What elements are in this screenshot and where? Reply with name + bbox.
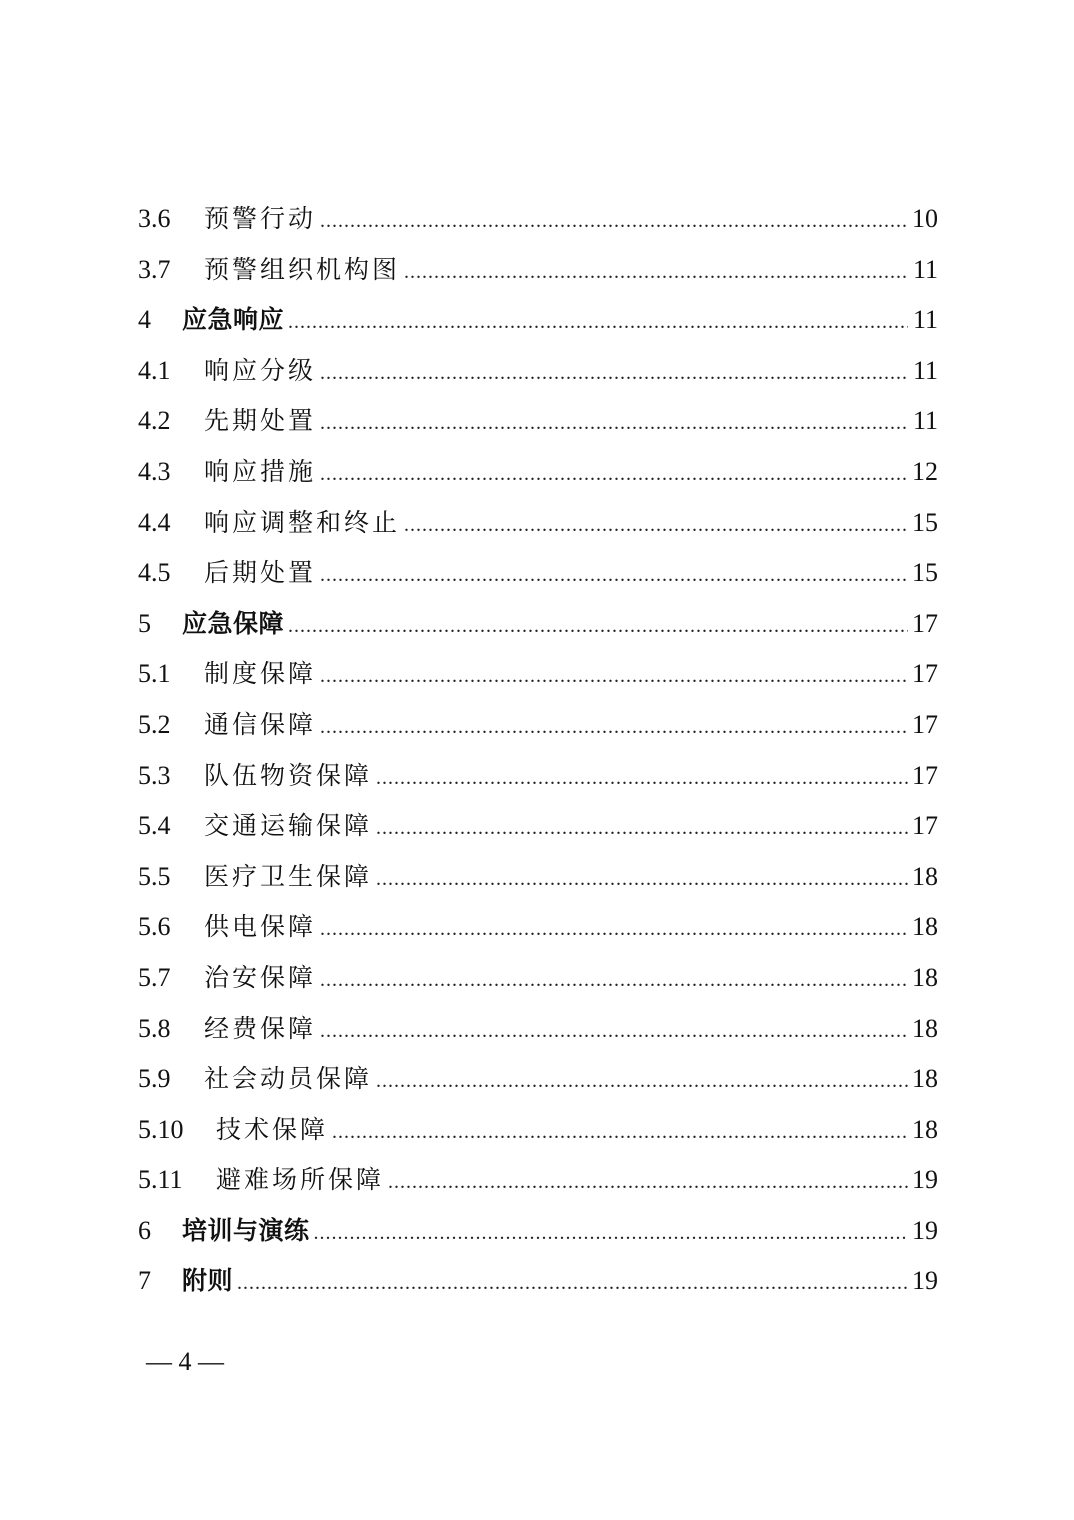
dot-leader bbox=[320, 1006, 908, 1057]
toc-page-number: 11 bbox=[912, 406, 938, 436]
toc-page-number: 17 bbox=[912, 709, 938, 739]
toc-title: 医疗卫生保障 bbox=[204, 861, 373, 891]
dot-leader bbox=[320, 955, 908, 1006]
toc-title: 先期处置 bbox=[204, 406, 317, 436]
toc-title: 队伍物资保障 bbox=[204, 760, 373, 790]
toc-row[interactable] bbox=[138, 396, 938, 447]
toc-title: 培训与演练 bbox=[182, 1215, 310, 1245]
toc-title: 治安保障 bbox=[204, 962, 317, 992]
toc-number: 5.7 bbox=[138, 962, 171, 992]
dot-leader bbox=[404, 247, 908, 298]
toc-row[interactable] bbox=[138, 1054, 938, 1105]
toc-page-number: 18 bbox=[912, 861, 938, 891]
toc-row[interactable] bbox=[138, 1155, 938, 1206]
toc-number: 5.5 bbox=[138, 861, 171, 891]
toc-row[interactable] bbox=[138, 902, 938, 953]
toc-number: 4.4 bbox=[138, 507, 171, 537]
toc-number: 5.2 bbox=[138, 709, 171, 739]
toc-title: 交通运输保障 bbox=[204, 811, 373, 841]
toc-page-number: 18 bbox=[912, 912, 938, 942]
toc-page-number: 19 bbox=[912, 1266, 938, 1296]
dot-leader bbox=[288, 601, 908, 652]
toc-row[interactable] bbox=[138, 1256, 938, 1307]
dot-leader bbox=[332, 1107, 908, 1158]
toc-number: 4.3 bbox=[138, 456, 171, 486]
toc-title: 响应调整和终止 bbox=[204, 507, 401, 537]
toc-number: 4.1 bbox=[138, 355, 171, 385]
dot-leader bbox=[320, 651, 908, 702]
toc-page-number: 19 bbox=[912, 1215, 938, 1245]
dot-leader bbox=[288, 297, 908, 348]
toc-title: 响应措施 bbox=[204, 456, 317, 486]
toc-title: 制度保障 bbox=[204, 659, 317, 689]
toc-page-number: 10 bbox=[912, 204, 938, 233]
dot-leader bbox=[388, 1157, 908, 1208]
toc-number: 4.5 bbox=[138, 558, 171, 588]
toc-row[interactable] bbox=[138, 498, 938, 549]
toc-title: 经费保障 bbox=[204, 1013, 317, 1043]
toc-title: 应急响应 bbox=[182, 305, 285, 335]
toc-number: 7 bbox=[138, 1266, 151, 1296]
toc-number: 6 bbox=[138, 1215, 151, 1245]
toc-row[interactable] bbox=[138, 953, 938, 1004]
toc-page-number: 18 bbox=[912, 962, 938, 992]
toc-number: 5.10 bbox=[138, 1114, 184, 1144]
toc-title: 附则 bbox=[182, 1266, 234, 1296]
toc-title: 技术保障 bbox=[216, 1114, 329, 1144]
toc-page-number: 15 bbox=[912, 558, 938, 588]
dot-leader bbox=[376, 1056, 908, 1107]
toc-title: 供电保障 bbox=[204, 912, 317, 942]
table-of-contents bbox=[138, 194, 938, 1307]
toc-row[interactable] bbox=[138, 751, 938, 802]
toc-number: 4 bbox=[138, 305, 151, 335]
toc-row[interactable] bbox=[138, 194, 938, 245]
toc-number: 5.8 bbox=[138, 1013, 171, 1043]
dot-leader bbox=[320, 904, 908, 955]
toc-title: 通信保障 bbox=[204, 709, 317, 739]
dot-leader bbox=[404, 500, 908, 551]
dot-leader bbox=[320, 398, 908, 449]
toc-row[interactable] bbox=[138, 245, 938, 296]
dot-leader bbox=[320, 348, 908, 399]
toc-number: 5.4 bbox=[138, 811, 171, 841]
toc-page-number: 18 bbox=[912, 1114, 938, 1144]
dot-leader bbox=[320, 196, 908, 247]
toc-number: 5 bbox=[138, 608, 151, 638]
toc-number: 5.9 bbox=[138, 1064, 171, 1094]
dot-leader bbox=[320, 550, 908, 601]
toc-row[interactable] bbox=[138, 1105, 938, 1156]
toc-row[interactable] bbox=[138, 346, 938, 397]
toc-row[interactable] bbox=[138, 700, 938, 751]
toc-page-number: 17 bbox=[912, 608, 938, 638]
toc-number: 5.6 bbox=[138, 912, 171, 942]
toc-number: 5.3 bbox=[138, 760, 171, 790]
toc-title: 社会动员保障 bbox=[204, 1064, 373, 1094]
toc-page-number: 11 bbox=[912, 254, 938, 284]
toc-row[interactable] bbox=[138, 649, 938, 700]
toc-title: 响应分级 bbox=[204, 355, 317, 385]
page-number-footer: — 4 — bbox=[146, 1347, 224, 1376]
toc-row[interactable] bbox=[138, 599, 938, 650]
toc-row[interactable] bbox=[138, 1206, 938, 1257]
toc-page-number: 19 bbox=[912, 1165, 938, 1195]
toc-row[interactable] bbox=[138, 801, 938, 852]
toc-title: 避难场所保障 bbox=[216, 1165, 385, 1195]
toc-page-number: 17 bbox=[912, 811, 938, 841]
toc-page-number: 12 bbox=[912, 456, 938, 486]
dot-leader bbox=[376, 803, 908, 854]
toc-page-number: 18 bbox=[912, 1064, 938, 1094]
toc-row[interactable] bbox=[138, 447, 938, 498]
toc-title: 预警组织机构图 bbox=[204, 254, 401, 284]
dot-leader bbox=[314, 1208, 908, 1259]
toc-page-number: 11 bbox=[912, 305, 938, 335]
dot-leader bbox=[320, 702, 908, 753]
toc-page-number: 17 bbox=[912, 760, 938, 790]
toc-number: 3.7 bbox=[138, 254, 171, 284]
dot-leader bbox=[237, 1258, 908, 1309]
toc-title: 预警行动 bbox=[204, 204, 317, 233]
toc-number: 3.6 bbox=[138, 204, 171, 233]
toc-row[interactable] bbox=[138, 852, 938, 903]
toc-page-number: 15 bbox=[912, 507, 938, 537]
toc-page-number: 11 bbox=[912, 355, 938, 385]
toc-number: 4.2 bbox=[138, 406, 171, 436]
toc-number: 5.11 bbox=[138, 1165, 183, 1195]
toc-number: 5.1 bbox=[138, 659, 171, 689]
toc-row[interactable] bbox=[138, 548, 938, 599]
dot-leader bbox=[320, 449, 908, 500]
dot-leader bbox=[376, 753, 908, 804]
toc-row[interactable] bbox=[138, 1004, 938, 1055]
toc-title: 后期处置 bbox=[204, 558, 317, 588]
dot-leader bbox=[376, 854, 908, 905]
toc-page-number: 17 bbox=[912, 659, 938, 689]
toc-page-number: 18 bbox=[912, 1013, 938, 1043]
toc-title: 应急保障 bbox=[182, 608, 285, 638]
toc-row[interactable] bbox=[138, 295, 938, 346]
